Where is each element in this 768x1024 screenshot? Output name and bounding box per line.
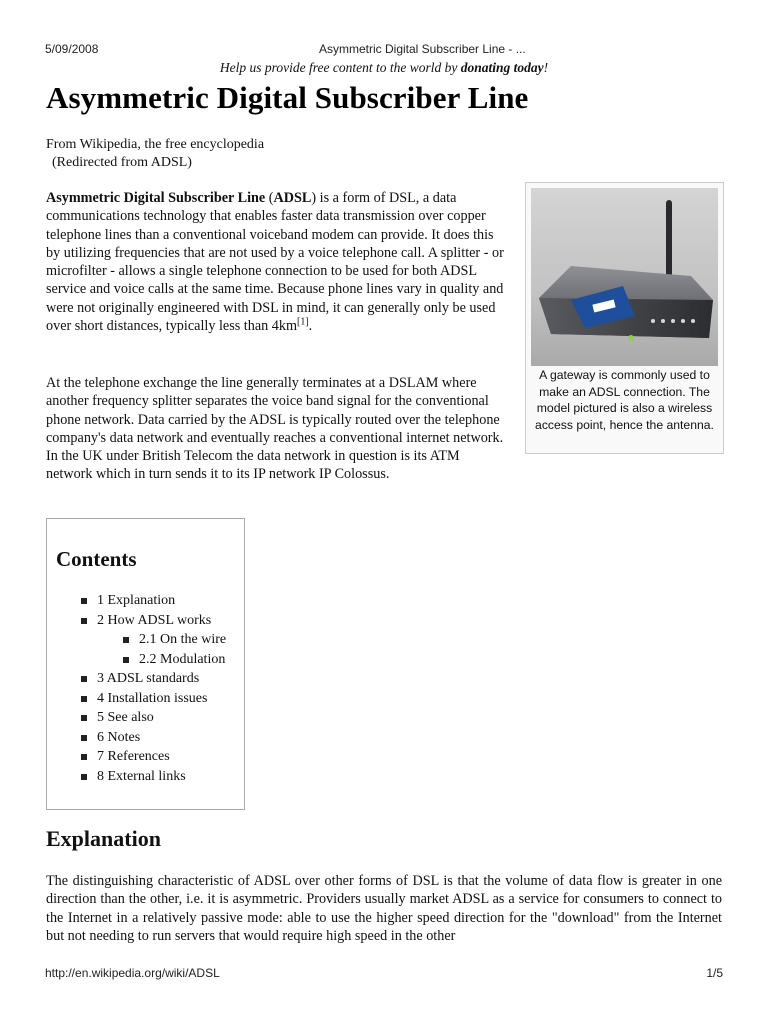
toc-item-see-also[interactable] bbox=[47, 708, 244, 728]
toc-item-on-the-wire[interactable] bbox=[47, 630, 244, 650]
router-illustration bbox=[531, 188, 718, 366]
toc-item-label: 2.2 Modulation bbox=[139, 651, 226, 667]
intro-bold-abbr: ADSL bbox=[273, 190, 312, 206]
donate-link[interactable]: donating today bbox=[460, 60, 544, 75]
bullet-icon bbox=[81, 696, 87, 702]
intro-text: ) is a form of DSL, a data communications technology that enables faster data transmission over copper telephone lines than a conventional voiceband modem can provide. It does this by utilizing frequencies that are not used by a voice telephone call. A splitter - or microfilter - allows a single telephone connection to be used for both ADSL service and voice calls at the same time. Because phone lines vary in quality and were not originally engineered with DSL in mind, it can generally only be used over short distances, typically less than 4km bbox=[46, 190, 504, 335]
toc-item-label: 1 Explanation bbox=[97, 593, 176, 608]
intro-open-paren: ( bbox=[265, 190, 274, 206]
toc-item-adsl-standards[interactable] bbox=[47, 669, 244, 689]
bullet-icon bbox=[81, 715, 87, 721]
router-image[interactable] bbox=[531, 188, 718, 366]
toc-item-external-links[interactable] bbox=[47, 767, 244, 787]
print-url: http://en.wikipedia.org/wiki/ADSL bbox=[45, 966, 220, 980]
redirect-note: (Redirected from ADSL) bbox=[52, 155, 192, 170]
paragraph-2: At the telephone exchange the line generally terminates at a DSLAM where another frequency splitter separates the voice band signal for the conventional phone network. Data carried by the ADSL is typically routed over the telephone company's data network and eventually reaches a conventional internet network. In the UK under British Telecom the data network in question is its ATM network which in turn sends it to its IP network IP Colossus. bbox=[46, 375, 504, 483]
print-date: 5/09/2008 bbox=[45, 42, 99, 56]
donate-banner bbox=[0, 60, 768, 76]
toc-item-label: 4 Installation issues bbox=[97, 690, 208, 706]
toc-list bbox=[47, 591, 244, 786]
site-sub: From Wikipedia, the free encyclopedia bbox=[46, 137, 265, 152]
page-title: Asymmetric Digital Subscriber Line bbox=[46, 80, 529, 115]
print-page-title: Asymmetric Digital Subscriber Line - ... bbox=[319, 42, 526, 56]
toc-item-how-adsl-works[interactable] bbox=[47, 611, 244, 631]
toc-title: Contents bbox=[56, 547, 137, 571]
reference-link-1[interactable]: [1] bbox=[297, 316, 309, 328]
toc-item-references[interactable] bbox=[47, 747, 244, 767]
toc-item-label: 7 References bbox=[97, 749, 170, 764]
bullet-icon bbox=[81, 774, 87, 780]
thumbnail-box bbox=[525, 182, 724, 454]
donate-text-end: ! bbox=[543, 60, 549, 75]
print-header bbox=[45, 42, 725, 58]
bullet-icon bbox=[81, 676, 87, 682]
thumbnail-caption: A gateway is commonly used to make an ADSL connection. The model pictured is also a wireless access point, hence the antenna. bbox=[535, 368, 714, 432]
bullet-icon bbox=[81, 618, 87, 624]
antenna bbox=[666, 200, 672, 284]
toc-item-label: 5 See also bbox=[97, 710, 154, 725]
explanation-paragraph: The distinguishing characteristic of ADSL over other forms of DSL is that the volume of data flow is greater in one direction than the other, i.e. it is asymmetric. Providers usually market ADSL as a service for consumers to connect to the Internet in a relatively passive mode: able to use the higher speed direction for the "download" from the Internet but not needing to run servers that would require high speed in the other bbox=[46, 873, 722, 945]
toc-item-label: 8 External links bbox=[97, 768, 186, 784]
toc-item-installation-issues[interactable] bbox=[47, 689, 244, 709]
bullet-icon bbox=[81, 754, 87, 760]
bullet-icon bbox=[123, 637, 129, 643]
toc-item-label: 2 How ADSL works bbox=[97, 612, 212, 628]
bullet-icon bbox=[81, 735, 87, 741]
toc-item-notes[interactable] bbox=[47, 728, 244, 748]
toc-item-modulation[interactable] bbox=[47, 650, 244, 670]
toc-item-label: 3 ADSL standards bbox=[97, 671, 200, 686]
page-number: 1/5 bbox=[706, 966, 723, 980]
toc-item-label: 6 Notes bbox=[97, 729, 141, 745]
intro-end: . bbox=[308, 318, 313, 335]
intro-bold-term: Asymmetric Digital Subscriber Line bbox=[46, 190, 266, 206]
intro-paragraph bbox=[46, 189, 506, 335]
table-of-contents bbox=[46, 518, 245, 810]
print-footer bbox=[45, 966, 723, 982]
toc-item-label: 2.1 On the wire bbox=[139, 632, 227, 647]
bullet-icon bbox=[81, 598, 87, 604]
bullet-icon bbox=[123, 657, 129, 663]
donate-text: Help us provide free content to the world by bbox=[219, 60, 461, 75]
explanation-heading: Explanation bbox=[46, 826, 161, 851]
toc-item-explanation[interactable] bbox=[47, 591, 244, 611]
